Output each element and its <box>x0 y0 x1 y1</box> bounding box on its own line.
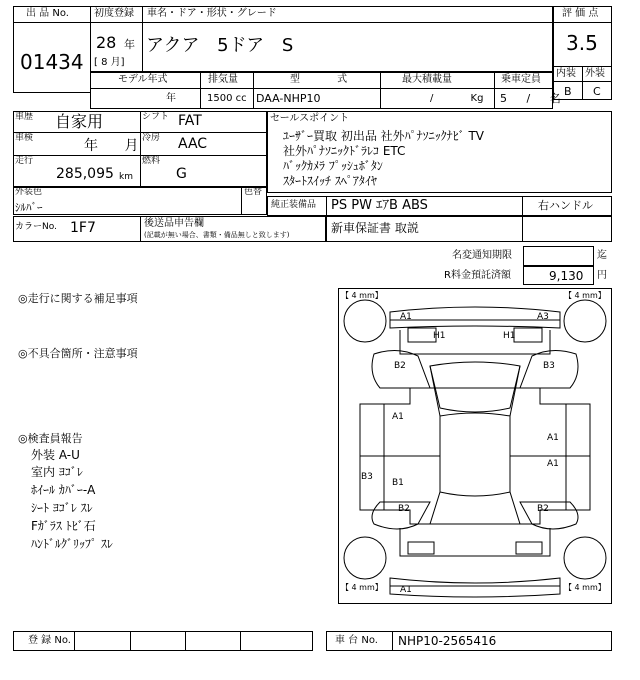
fuel-value: G <box>176 166 187 182</box>
inspector-item: ﾎｲｰﾙ ｶﾊﾞｰ-A <box>31 483 96 497</box>
exterior-grade: C <box>593 85 601 98</box>
front-bumper-outline <box>390 307 560 328</box>
wheel-rear-right-icon <box>564 537 606 579</box>
model-year-label: モデル年式 <box>118 74 168 85</box>
interior-grade: B <box>564 85 572 98</box>
mark-headlight-left-h1: H1 <box>433 331 446 341</box>
mark-rear-bumper-a1: A1 <box>400 585 412 595</box>
sales-line-4: ｽﾀｰﾄｽｲｯﾁ ｽﾍﾟｱﾀｲﾔ <box>283 174 377 188</box>
color-box <box>13 186 267 215</box>
fuel-label: 燃料 <box>142 156 161 166</box>
interior-label: 内装 <box>556 68 576 79</box>
name-change-field <box>523 246 594 266</box>
name-change-unit: 迄 <box>597 250 607 261</box>
mark-door-front-left-a1: A1 <box>392 412 404 422</box>
recycle-unit: 円 <box>597 270 607 281</box>
reg-year-unit: 年 <box>124 38 135 51</box>
inspector-report-label: ◎検査員報告 <box>18 432 83 445</box>
fender-rear-right <box>520 502 578 529</box>
mark-fender-front-left-b2: B2 <box>394 361 406 371</box>
taillight-left-icon <box>408 542 434 554</box>
max-load-label: 最大積載量 <box>402 74 452 85</box>
color-no-label: カラーNo. <box>15 222 57 232</box>
mark-front-bumper-a3: A3 <box>537 312 549 322</box>
shift-value: FAT <box>178 113 202 129</box>
ac-label: 冷房 <box>142 133 161 143</box>
ac-value: AAC <box>178 136 208 152</box>
mark-fender-rear-right-b2: B2 <box>537 504 549 514</box>
reg-month: [ 8 月] <box>94 57 125 68</box>
max-load-value: / Kg <box>430 93 484 104</box>
mark-front-bumper-a1: A1 <box>400 312 412 322</box>
name-change-label: 名変通知期限 <box>452 250 512 261</box>
color-label: 外装色 <box>15 187 43 197</box>
taillight-right-icon <box>516 542 542 554</box>
history-value: 自家用 <box>55 112 104 131</box>
type-label: 型 式 <box>290 74 348 85</box>
model-label: 車名・ドア・形状・グレード <box>147 8 277 19</box>
wheel-rear-left-icon <box>344 537 386 579</box>
sales-line-2: 社外ﾊﾟﾅｿﾆｯｸﾄﾞﾗﾚｺ ETC <box>283 144 406 158</box>
inspector-item: 外装 A-U <box>31 448 80 462</box>
recycle-label: R料金預託済額 <box>444 270 511 281</box>
mark-rocker-left-b3: B3 <box>361 472 373 482</box>
exterior-label: 外装 <box>585 68 605 79</box>
model-name: アクア 5ドア S <box>146 35 294 56</box>
mark-headlight-right-h1: H1 <box>503 331 516 341</box>
color-value: ｼﾙﾊﾞｰ <box>15 201 43 214</box>
headlight-right-icon <box>514 328 542 342</box>
first-reg-label: 初度登録 <box>94 8 134 19</box>
lot-number: 01434 <box>20 50 84 74</box>
tire-depth-rear-right: 【 4 mm】 <box>564 583 606 592</box>
chassis-number: NHP10-2565416 <box>398 634 497 648</box>
docs-label: 後送品申告欄 <box>144 218 204 229</box>
tire-depth-front-left: 【 4 mm】 <box>341 291 383 300</box>
model-year-unit: 年 <box>166 93 176 104</box>
registration-label: 登 録 No. <box>28 635 71 646</box>
inspector-item: Fｶﾞﾗｽ ﾄﾋﾞ石 <box>31 519 96 533</box>
mark-door-front-right-a1: A1 <box>547 433 559 443</box>
mileage-label: 走行 <box>15 156 34 166</box>
tire-depth-front-right: 【 4 mm】 <box>564 291 606 300</box>
car-damage-diagram <box>338 288 612 604</box>
roof-panel <box>440 413 510 496</box>
sales-line-3: ﾊﾞｯｸｶﾒﾗ ﾌﾟｯｼｭﾎﾞﾀﾝ <box>283 159 383 173</box>
chassis-label: 車 台 No. <box>335 635 378 646</box>
tire-depth-rear-left: 【 4 mm】 <box>341 583 383 592</box>
equip-value: PS PW ｴｱB ABS <box>331 198 428 213</box>
color-no-value: 1F7 <box>70 220 96 236</box>
wheel-front-right-icon <box>564 300 606 342</box>
displacement-label: 排気量 <box>208 74 238 85</box>
equip-label: 純正装備品 <box>271 200 317 210</box>
capacity-value: 5 / 名 <box>500 92 561 105</box>
inspector-item: ﾊﾝﾄﾞﾙｸﾞﾘｯﾌﾟ ｽﾚ <box>31 537 113 551</box>
mark-door-rear-right-a1: A1 <box>547 459 559 469</box>
history-label: 車歴 <box>15 112 34 122</box>
hood-panel <box>430 362 520 412</box>
mileage-unit: km <box>119 172 133 182</box>
rear-bumper-outline <box>390 578 560 597</box>
capacity-label: 乗車定員 <box>501 74 541 85</box>
docs-value: 新車保証書 取説 <box>331 221 419 235</box>
inspector-item: ｼｰﾄ ﾖｺﾞﾚ ｽﾚ <box>31 501 93 515</box>
mark-door-rear-left-b1: B1 <box>392 478 404 488</box>
sales-line-1: ﾕｰｻﾞｰ買取 初出品 社外ﾊﾟﾅｿﾆｯｸﾅﾋﾞ TV <box>283 129 484 143</box>
lot-label: 出 品 No. <box>26 8 69 19</box>
type-value: DAA-NHP10 <box>256 92 321 105</box>
displacement-value: 1500 cc <box>207 93 247 104</box>
sales-label: セールスポイント <box>270 113 350 124</box>
driving-notes-label: ◎走行に関する補足事項 <box>18 292 138 305</box>
mark-fender-rear-left-b2: B2 <box>398 504 410 514</box>
headlight-left-icon <box>408 328 436 342</box>
score-value: 3.5 <box>566 31 598 55</box>
color-change-label: 色替 <box>244 187 263 197</box>
defect-notes-label: ◎不具合箇所・注意事項 <box>18 347 138 360</box>
docs-note: (記載が無い場合、書類・備品無しと致します) <box>144 231 290 239</box>
wheel-front-left-icon <box>344 300 386 342</box>
shift-label: シフト <box>142 112 170 122</box>
mark-fender-front-right-b3: B3 <box>543 361 555 371</box>
inspection-label: 車検 <box>15 133 34 143</box>
reg-year: 28 <box>96 33 117 52</box>
score-label: 評 価 点 <box>562 8 599 19</box>
mileage-value: 285,095 <box>56 166 114 182</box>
handle-value: 右ハンドル <box>538 199 593 212</box>
inspection-value: 年 月 <box>84 138 139 154</box>
inspector-item: 室内 ﾖｺﾞﾚ <box>31 465 83 479</box>
recycle-value: 9,130 <box>549 269 584 283</box>
